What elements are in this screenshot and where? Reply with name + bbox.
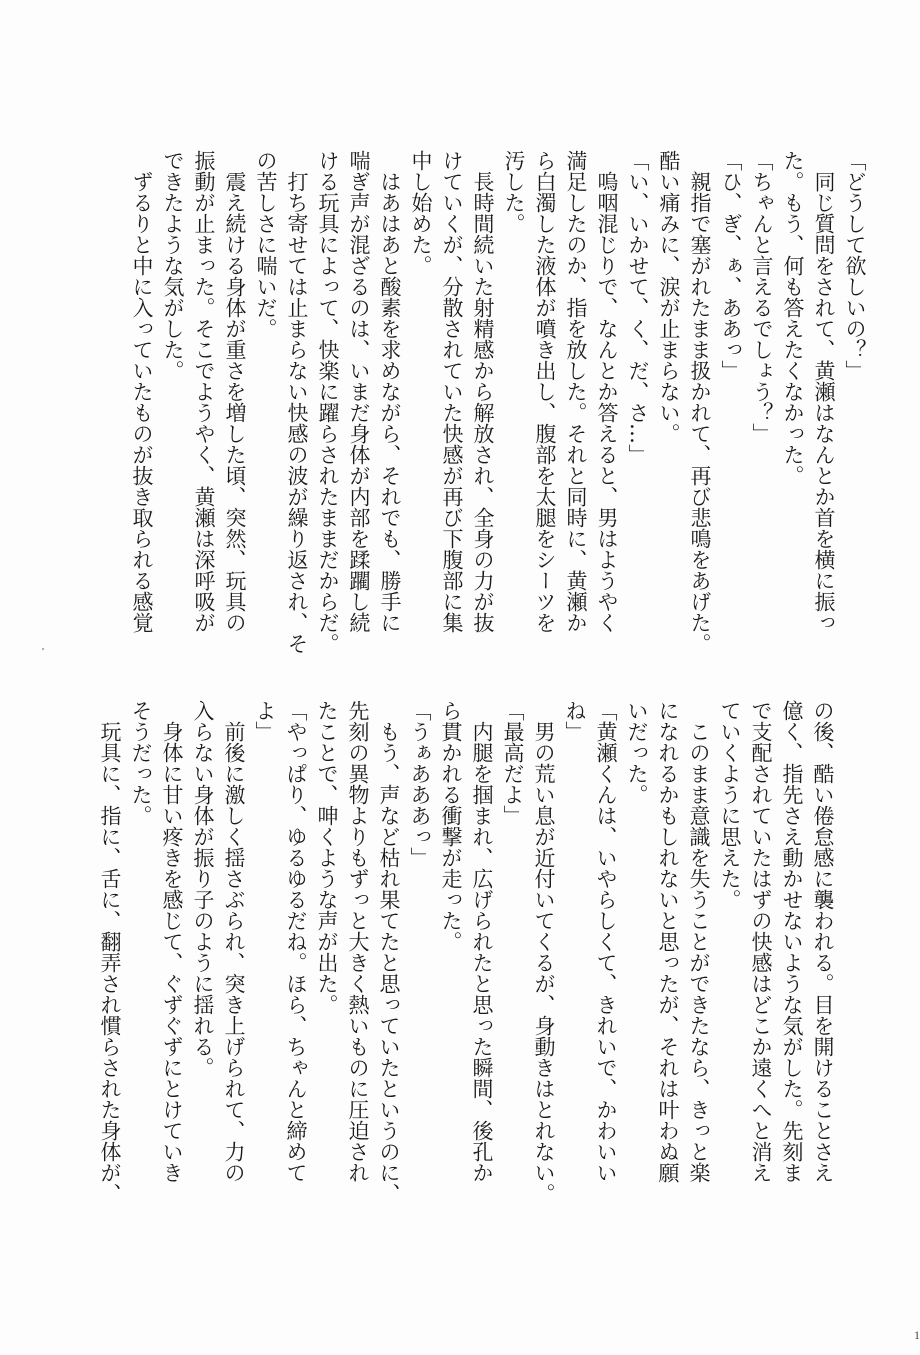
text-line: 酷い痛みに、涙が止まらない。: [657, 150, 681, 444]
text-line: 「最高だよ」: [501, 700, 525, 826]
text-line: そうだった。: [129, 700, 153, 826]
text-line: 親指で塞がれたまま扱かれて、再び悲鳴をあげた。: [688, 150, 712, 654]
text-line: 玩具に、指に、舌に、翻弄され慣らされた身体が、: [98, 700, 122, 1204]
text-line: 汚した。: [502, 150, 526, 234]
text-line: 前後に激しく揺さぶられ、突き上げられて、力の: [222, 700, 246, 1183]
text-line: たことで、呻くような声が出た。: [315, 700, 339, 1015]
text-line: ら白濁した液体が噴き出し、腹部を太腿をシーツを: [533, 150, 557, 633]
text-line: 長時間続いた射精感から解放され、全身の力が抜: [471, 150, 495, 633]
text-line: 億く、指先さえ動かせないような気がした。先刻ま: [780, 700, 804, 1183]
text-line: ける玩具によって、快楽に躍らされたままだからだ。: [316, 150, 340, 654]
text-line: このまま意識を失うことができたなら、きっと楽: [687, 700, 711, 1183]
text-line: 喘ぎ声が混ざるのは、いまだ身体が内部を蹂躙し続: [347, 150, 371, 633]
text-line: けていくが、分散されていた快感が再び下腹部に集: [440, 150, 464, 633]
text-column-top: [130, 150, 870, 654]
text-line: 打ち寄せては止まらない快感の波が繰り返され、そ: [285, 150, 309, 654]
text-line: 満足したのか、指を放した。それと同時に、黄瀬か: [564, 150, 588, 633]
text-line: ていくように思えた。: [718, 700, 742, 910]
paper-speck: [42, 648, 44, 650]
text-column-bottom: [98, 700, 838, 1280]
text-line: になれるかもしれないと思ったが、それは叶わぬ願: [656, 700, 680, 1183]
text-line: 「い、いかせて、く、だ、さ…」: [626, 150, 650, 465]
text-line: はあはあと酸素を求めながら、それでも、勝手に: [378, 150, 402, 633]
text-line: 内腿を掴まれ、広げられたと思った瞬間、後孔か: [470, 700, 494, 1183]
page-number: 1: [914, 1328, 920, 1342]
text-line: の後、酷い倦怠感に襲われる。目を開けることさえ: [811, 700, 835, 1183]
text-line: の苦しさに喘いだ。: [254, 150, 278, 339]
text-line: 男の荒い息が近付いてくるが、身動きはとれない。: [532, 700, 556, 1204]
text-line: できたような気がした。: [161, 150, 185, 381]
text-line: ね」: [563, 700, 587, 742]
text-line: 「やっぱり、ゆるゆるだね。ほら、ちゃんと締めて: [284, 700, 308, 1183]
text-line: た。もう、何も答えたくなかった。: [781, 150, 805, 486]
text-line: よ」: [253, 700, 277, 742]
text-line: もう、声など枯れ果てたと思っていたというのに、: [377, 700, 401, 1204]
text-line: 「どうして欲しいの？」: [843, 150, 867, 381]
text-line: 中し始めた。: [409, 150, 433, 276]
text-line: いだった。: [625, 700, 649, 805]
text-line: ずるりと中に入っていたものが抜き取られる感覚: [130, 150, 154, 633]
text-line: 入らない身体が振り子のように揺れる。: [191, 700, 215, 1078]
text-line: で支配されていたはずの快感はどこか遠くへと消え: [749, 700, 773, 1183]
text-line: 「ひ、ぎ、ぁ、ああっ」: [719, 150, 743, 381]
text-line: 身体に甘い疼きを感じて、ぐずぐずにとけていき: [160, 700, 184, 1183]
text-line: 同じ質問をされて、黄瀬はなんとか首を横に振っ: [812, 150, 836, 633]
text-line: 嗚咽混じりで、なんとか答えると、男はようやく: [595, 150, 619, 633]
text-line: 振動が止まった。そこでようやく、黄瀬は深呼吸が: [192, 150, 216, 633]
text-line: 「ちゃんと言えるでしょう？」: [750, 150, 774, 444]
text-line: 「黄瀬くんは、いやらしくて、きれいで、かわいい: [594, 700, 618, 1183]
text-line: 「うぁあああっ」: [408, 700, 432, 868]
text-line: ら貫かれる衝撃が走った。: [439, 700, 463, 952]
text-line: 震え続ける身体が重さを増した頃、突然、玩具の: [223, 150, 247, 633]
text-line: 先刻の異物よりもずっと大きく熱いものに圧迫され: [346, 700, 370, 1183]
